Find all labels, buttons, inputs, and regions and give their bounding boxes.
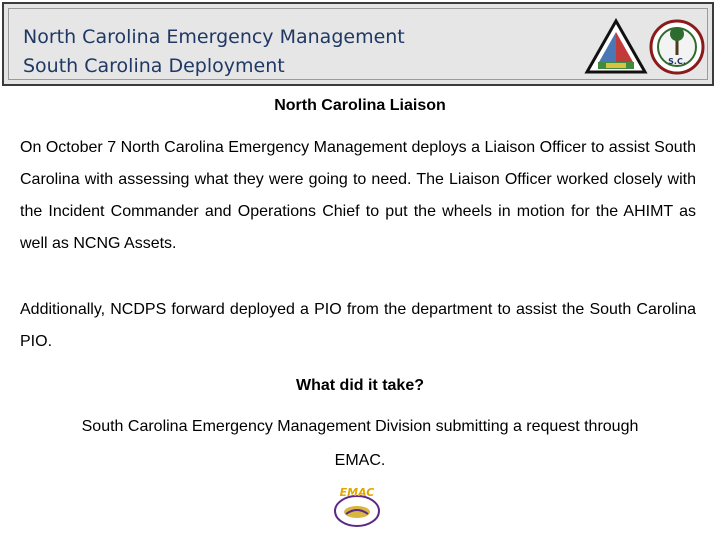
slide-header — [2, 2, 714, 86]
header-title-line-2: South Carolina Deployment — [23, 55, 285, 77]
section-title: North Carolina Liaison — [274, 97, 446, 114]
answer-line-2: EMAC. — [334, 452, 386, 469]
question-heading: What did it take? — [296, 377, 424, 394]
nc-emergency-management-logo-icon — [584, 18, 648, 76]
header-title-line-1: North Carolina Emergency Management — [23, 26, 405, 48]
sc-emergency-management-seal-icon — [649, 18, 705, 76]
sc-seal-text: S.C. — [668, 57, 686, 66]
answer-line-1: South Carolina Emergency Management Division submitting a request through — [81, 418, 639, 435]
emac-logo-icon — [330, 484, 384, 528]
paragraph-liaison: On October 7 North Carolina Emergency Management deploys a Liaison Officer to assist South Carolina with assessing what they were going to need. The Liaison Officer worked closely with the Incident Commander and Operations Chief to put the wheels in motion for the AHIMT as well as NCNG Assets. — [20, 139, 696, 252]
emac-logo-text: EMAC — [339, 486, 375, 499]
header-title — [23, 23, 405, 81]
paragraph-pio: Additionally, NCDPS forward deployed a PIO from the department to assist the South Carolina PIO. — [20, 301, 696, 350]
